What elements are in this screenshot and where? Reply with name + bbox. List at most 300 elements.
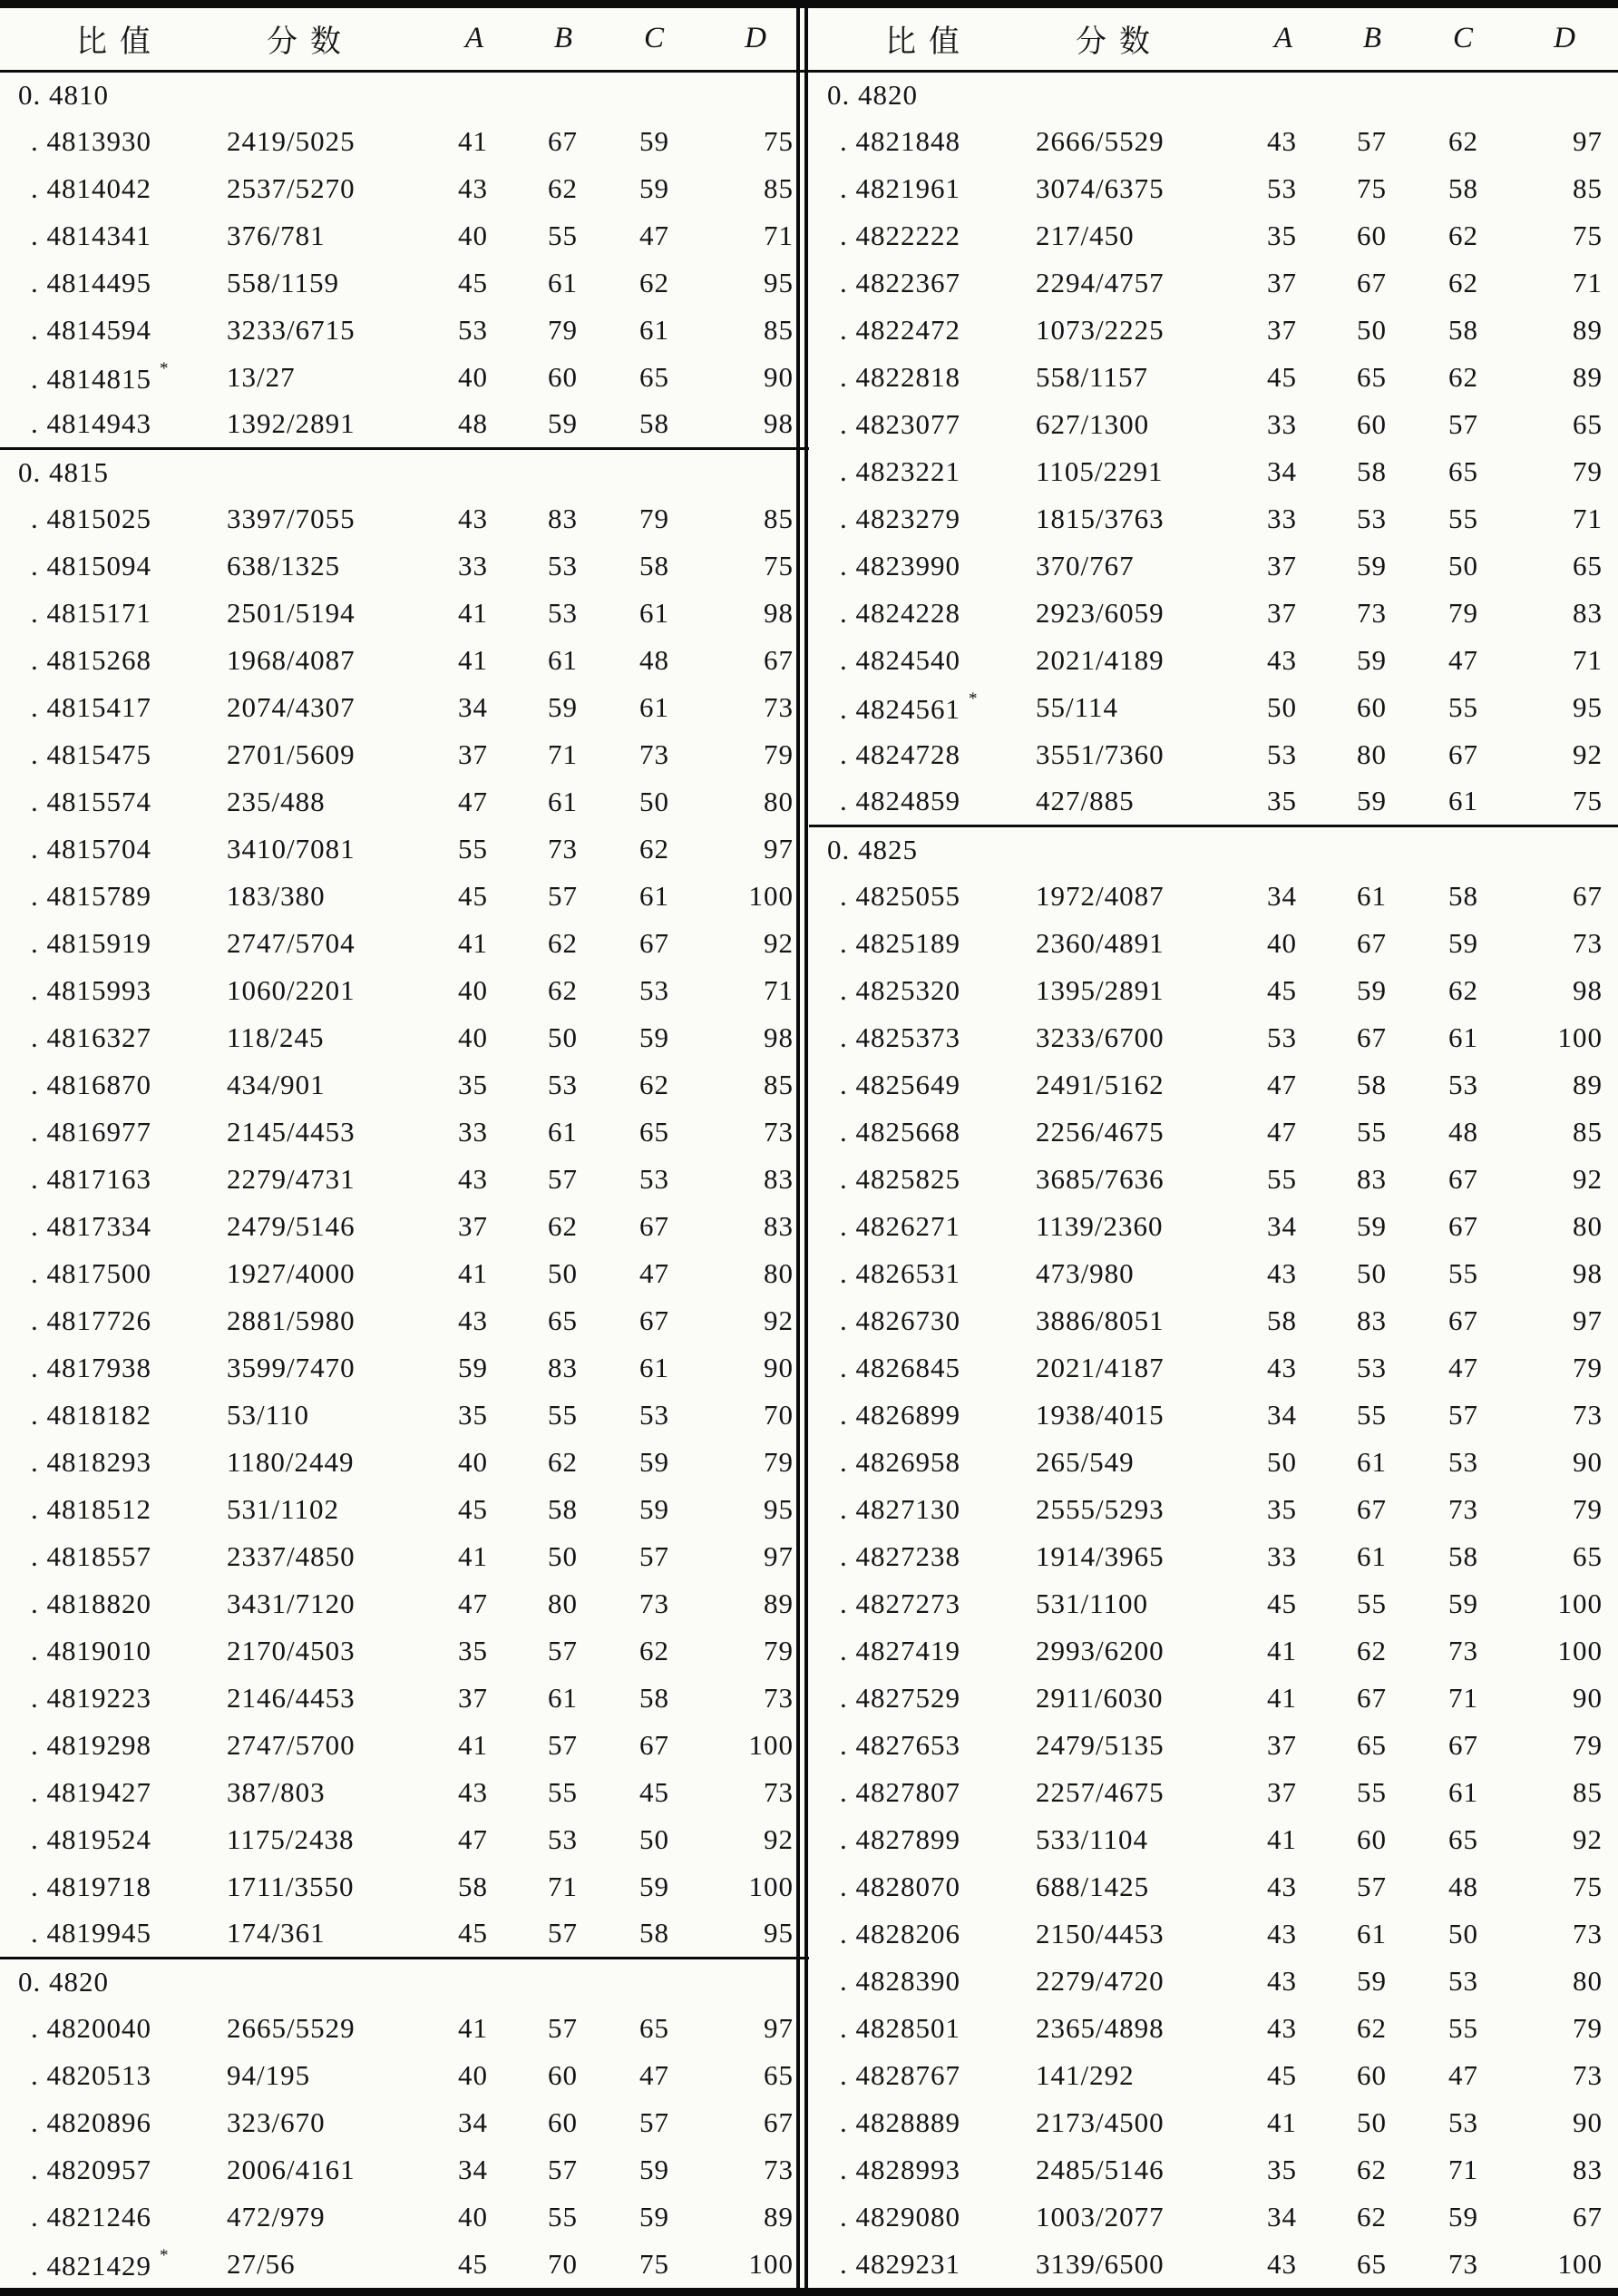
value-c-cell: 62 (639, 267, 669, 298)
table-row (809, 1061, 1618, 1109)
fraction-cell: 2555/5293 (1036, 1493, 1165, 1525)
value-a-cell: 45 (1267, 361, 1297, 393)
fraction-cell: 1968/4087 (227, 644, 356, 676)
table-row (809, 967, 1618, 1014)
table-row (0, 259, 809, 307)
value-a-cell: 37 (1267, 267, 1297, 298)
value-d-cell: 65 (1573, 550, 1603, 581)
ratio-cell: . 4823990 (840, 550, 960, 581)
fraction-cell: 265/549 (1036, 1446, 1135, 1478)
fraction-cell: 3139/6500 (1036, 2248, 1165, 2280)
value-b-cell: 83 (548, 1352, 578, 1383)
value-c-cell: 61 (639, 691, 669, 723)
fraction-cell: 1105/2291 (1036, 455, 1164, 487)
value-c-cell: 59 (639, 2201, 669, 2232)
table-row (809, 1863, 1618, 1910)
fraction-cell: 141/292 (1036, 2059, 1135, 2091)
value-b-cell: 60 (548, 361, 578, 393)
table-row (0, 1627, 809, 1675)
value-a-cell: 41 (458, 644, 488, 676)
value-b-cell: 80 (1357, 738, 1387, 770)
fraction-cell: 94/195 (227, 2059, 311, 2091)
value-a-cell: 53 (1267, 1021, 1297, 1053)
value-d-cell: 71 (764, 974, 794, 1006)
ratio-column-header: 比值 (0, 8, 227, 71)
fraction-cell: 2279/4731 (227, 1163, 356, 1195)
value-d-cell: 67 (764, 2106, 794, 2138)
fraction-cell: 55/114 (1036, 691, 1118, 723)
value-d-cell: 80 (1573, 1210, 1603, 1242)
value-c-cell: 53 (1448, 2106, 1478, 2138)
value-b-cell: 55 (548, 1399, 578, 1431)
value-a-cell: 45 (458, 1917, 488, 1949)
value-d-cell: 98 (764, 1021, 794, 1053)
ratio-cell: . 4828390 (840, 1965, 960, 1997)
table-row (0, 542, 809, 590)
value-a-cell: 34 (1267, 455, 1297, 487)
value-a-cell: 43 (1267, 1257, 1297, 1289)
value-b-cell: 53 (1357, 503, 1387, 534)
value-c-cell: 73 (1448, 1635, 1478, 1666)
table-row (0, 873, 809, 920)
table-row (809, 1250, 1618, 1297)
ratio-cell: . 4815171 (31, 597, 151, 629)
table-row (0, 778, 809, 826)
value-c-cell: 53 (639, 1399, 669, 1431)
value-b-cell: 61 (548, 786, 578, 817)
value-b-cell: 65 (548, 1304, 578, 1336)
fraction-cell: 3431/7120 (227, 1588, 356, 1619)
value-c-cell: 57 (639, 2106, 669, 2138)
value-c-cell: 59 (639, 1446, 669, 1478)
value-c-cell: 67 (1448, 1163, 1478, 1195)
value-b-cell: 62 (1357, 2201, 1387, 2232)
value-a-cell: 37 (1267, 314, 1297, 346)
value-c-cell: 59 (1448, 1588, 1478, 1619)
value-c-cell: 62 (639, 1069, 669, 1100)
value-b-cell: 62 (548, 172, 578, 204)
ratio-cell: . 4825825 (840, 1163, 960, 1195)
value-c-cell: 61 (639, 1352, 669, 1383)
ratio-cell: . 4826531 (840, 1257, 960, 1289)
ratio-cell: . 4823077 (840, 408, 960, 440)
value-a-cell: 43 (458, 1304, 488, 1336)
value-a-cell: 34 (1267, 2201, 1297, 2232)
value-b-cell: 53 (548, 550, 578, 581)
value-c-cell: 67 (1448, 1210, 1478, 1242)
value-a-cell: 40 (458, 361, 488, 393)
value-b-cell: 61 (1357, 1918, 1387, 1949)
value-a-cell: 47 (458, 1823, 488, 1855)
value-d-cell: 97 (1573, 125, 1603, 157)
value-d-cell: 90 (1573, 1446, 1603, 1478)
ratio-cell: . 4814042 (31, 172, 151, 204)
value-c-cell: 58 (639, 550, 669, 581)
value-a-cell: 45 (458, 2248, 488, 2280)
value-c-cell: 47 (639, 1257, 669, 1289)
ratio-cell: . 4814495 (31, 267, 151, 298)
value-c-cell: 55 (1448, 1257, 1478, 1289)
value-b-cell: 65 (1357, 361, 1387, 393)
value-d-cell: 79 (1573, 2012, 1603, 2044)
value-c-cell: 61 (639, 597, 669, 629)
value-b-cell: 83 (1357, 1163, 1387, 1195)
table-row (809, 684, 1618, 731)
ratio-cell: . 4816870 (31, 1069, 151, 1100)
fraction-cell: 3233/6700 (1036, 1021, 1165, 1053)
table-row (0, 2099, 809, 2146)
value-c-cell: 47 (1448, 2059, 1478, 2091)
value-b-cell: 73 (1357, 597, 1387, 629)
value-c-cell: 53 (1448, 1069, 1478, 1100)
value-d-cell: 73 (1573, 1399, 1603, 1431)
value-d-cell: 73 (764, 1682, 794, 1714)
ratio-cell: . 4821848 (840, 125, 960, 157)
value-d-cell: 79 (1573, 455, 1603, 487)
table-row (809, 1675, 1618, 1722)
value-c-cell: 57 (639, 1540, 669, 1572)
ratio-cell: . 4816977 (31, 1116, 151, 1148)
ratio-cell: . 4817163 (31, 1163, 151, 1195)
value-b-cell: 53 (548, 597, 578, 629)
table-row (0, 1910, 809, 1958)
value-a-cell: 37 (1267, 1776, 1297, 1808)
value-b-cell: 59 (548, 691, 578, 723)
fraction-cell: 183/380 (227, 880, 326, 912)
value-d-cell: 97 (764, 2012, 794, 2044)
value-b-cell: 50 (548, 1257, 578, 1289)
table-row (0, 212, 809, 259)
value-c-cell: 53 (639, 1163, 669, 1195)
table-row (809, 920, 1618, 967)
value-b-cell: 57 (548, 1163, 578, 1195)
value-d-cell: 83 (764, 1210, 794, 1242)
value-b-cell: 55 (1357, 1588, 1387, 1619)
fraction-cell: 2881/5980 (227, 1304, 356, 1336)
table-row (0, 495, 809, 542)
value-d-cell: 71 (1573, 644, 1603, 676)
value-c-cell: 59 (639, 1493, 669, 1525)
value-a-cell: 53 (1267, 738, 1297, 770)
value-c-cell: 59 (639, 125, 669, 157)
value-c-cell: 53 (1448, 1965, 1478, 1997)
fraction-cell: 472/979 (227, 2201, 326, 2232)
table-columns (0, 8, 1618, 2288)
table-row (0, 2241, 809, 2288)
value-b-cell: 62 (548, 927, 578, 959)
header-row (809, 8, 1618, 71)
fraction-cell: 2747/5704 (227, 927, 356, 959)
value-a-cell: 58 (458, 1871, 488, 1902)
ratio-cell: . 4823279 (840, 503, 960, 534)
value-c-cell: 62 (639, 1635, 669, 1666)
value-b-cell: 57 (548, 1917, 578, 1949)
fraction-cell: 2537/5270 (227, 172, 356, 204)
value-c-cell: 59 (639, 2154, 669, 2185)
value-c-cell: 67 (1448, 1304, 1478, 1336)
column-d-header: D (1481, 8, 1618, 71)
value-d-cell: 73 (764, 1116, 794, 1148)
value-b-cell: 67 (1357, 1682, 1387, 1714)
fraction-cell: 3410/7081 (227, 833, 356, 865)
value-a-cell: 50 (1267, 1446, 1297, 1478)
table-row (809, 2146, 1618, 2193)
value-b-cell: 60 (1357, 408, 1387, 440)
value-a-cell: 43 (1267, 1965, 1297, 1997)
value-a-cell: 37 (458, 1210, 488, 1242)
table-row (0, 354, 809, 401)
value-b-cell: 62 (1357, 2154, 1387, 2185)
value-c-cell: 50 (1448, 550, 1478, 581)
value-a-cell: 34 (1267, 880, 1297, 912)
table-row (0, 731, 809, 778)
fraction-cell: 1914/3965 (1036, 1540, 1165, 1572)
value-d-cell: 75 (764, 550, 794, 581)
fraction-cell: 118/245 (227, 1021, 325, 1053)
fraction-cell: 3599/7470 (227, 1352, 356, 1383)
table-row (0, 1344, 809, 1392)
value-c-cell: 55 (1448, 2012, 1478, 2044)
table-row (809, 1816, 1618, 1863)
value-d-cell: 100 (1557, 2248, 1603, 2280)
table-row (809, 307, 1618, 354)
value-c-cell: 58 (1448, 1540, 1478, 1572)
value-a-cell: 43 (1267, 644, 1297, 676)
value-d-cell: 65 (1573, 408, 1603, 440)
fraction-cell: 3074/6375 (1036, 172, 1165, 204)
value-c-cell: 58 (1448, 880, 1478, 912)
ratio-cell: . 4829231 (840, 2248, 960, 2280)
section-label: 0. 4820 (809, 71, 1618, 118)
value-b-cell: 61 (1357, 880, 1387, 912)
value-c-cell: 57 (1448, 1399, 1478, 1431)
value-d-cell: 97 (764, 833, 794, 865)
value-a-cell: 55 (1267, 1163, 1297, 1195)
value-a-cell: 59 (458, 1352, 488, 1383)
table-row (809, 2193, 1618, 2241)
ratio-cell: . 4818293 (31, 1446, 151, 1478)
value-b-cell: 71 (548, 738, 578, 770)
value-d-cell: 100 (1557, 1021, 1603, 1053)
table-row (0, 2005, 809, 2052)
value-b-cell: 55 (1357, 1116, 1387, 1148)
value-d-cell: 85 (764, 314, 794, 346)
value-c-cell: 45 (639, 1776, 669, 1808)
value-b-cell: 57 (548, 2154, 578, 2185)
value-b-cell: 55 (1357, 1776, 1387, 1808)
table-row (0, 1580, 809, 1627)
table-row (809, 1627, 1618, 1675)
fraction-cell: 376/781 (227, 220, 326, 251)
value-a-cell: 43 (458, 503, 488, 534)
value-d-cell: 89 (1573, 1069, 1603, 1100)
ratio-cell: . 4828767 (840, 2059, 960, 2091)
value-a-cell: 40 (458, 220, 488, 251)
table-row (0, 1109, 809, 1156)
fraction-cell: 558/1159 (227, 267, 339, 298)
value-a-cell: 43 (1267, 1918, 1297, 1949)
value-b-cell: 59 (1357, 1965, 1387, 1997)
value-d-cell: 90 (764, 361, 794, 393)
fraction-cell: 2021/4187 (1036, 1352, 1165, 1383)
header-row (0, 8, 809, 71)
ratio-cell: . 4815094 (31, 550, 151, 581)
value-a-cell: 35 (458, 1399, 488, 1431)
value-c-cell: 65 (639, 1116, 669, 1148)
value-a-cell: 47 (458, 786, 488, 817)
value-d-cell: 79 (1573, 1729, 1603, 1761)
table-row (809, 1014, 1618, 1061)
fraction-cell: 533/1104 (1036, 1823, 1148, 1855)
fraction-cell: 2173/4500 (1036, 2106, 1165, 2138)
value-d-cell: 85 (764, 1069, 794, 1100)
value-d-cell: 92 (764, 1304, 794, 1336)
table-row (0, 1061, 809, 1109)
fraction-cell: 1175/2438 (227, 1823, 355, 1855)
value-b-cell: 67 (1357, 927, 1387, 959)
ratio-cell: . 4827238 (840, 1540, 960, 1572)
ratio-cell: . 4825189 (840, 927, 960, 959)
ratio-cell: . 4823221 (840, 455, 960, 487)
table-row (809, 1958, 1618, 2005)
value-d-cell: 100 (748, 1871, 794, 1902)
value-a-cell: 45 (1267, 974, 1297, 1006)
value-b-cell: 58 (548, 1493, 578, 1525)
value-d-cell: 67 (1573, 880, 1603, 912)
value-b-cell: 60 (1357, 220, 1387, 251)
value-d-cell: 80 (764, 786, 794, 817)
table-row (0, 637, 809, 684)
value-a-cell: 34 (458, 691, 488, 723)
table-row (809, 590, 1618, 637)
ratio-cell: . 4813930 (31, 125, 151, 157)
fraction-cell: 2701/5609 (227, 738, 356, 770)
section-row (0, 1958, 809, 2005)
value-b-cell: 67 (1357, 1493, 1387, 1525)
value-b-cell: 62 (1357, 2012, 1387, 2044)
value-a-cell: 43 (1267, 2012, 1297, 2044)
value-c-cell: 62 (1448, 267, 1478, 298)
value-a-cell: 33 (1267, 1540, 1297, 1572)
value-b-cell: 59 (1357, 644, 1387, 676)
value-d-cell: 97 (1573, 1304, 1603, 1336)
fraction-cell: 13/27 (227, 361, 296, 393)
table-row (809, 1203, 1618, 1250)
value-c-cell: 48 (639, 644, 669, 676)
section-row (809, 826, 1618, 873)
ratio-cell: . 4819010 (31, 1635, 151, 1666)
value-b-cell: 58 (1357, 1069, 1387, 1100)
value-d-cell: 65 (764, 2059, 794, 2091)
fraction-cell: 323/670 (227, 2106, 326, 2138)
value-d-cell: 100 (748, 880, 794, 912)
fraction-cell: 235/488 (227, 786, 326, 817)
value-c-cell: 61 (1448, 1021, 1478, 1053)
value-d-cell: 95 (764, 1493, 794, 1525)
ratio-cell: . 4815417 (31, 691, 151, 723)
table-header-right (809, 8, 1618, 71)
fraction-cell: 1395/2891 (1036, 974, 1165, 1006)
table-row (0, 1863, 809, 1910)
table-row (0, 1297, 809, 1344)
value-a-cell: 33 (1267, 503, 1297, 534)
ratio-cell: . 4819298 (31, 1729, 151, 1761)
value-d-cell: 100 (1557, 1588, 1603, 1619)
value-c-cell: 59 (639, 1021, 669, 1053)
value-a-cell: 43 (458, 1776, 488, 1808)
ratio-cell: . 4818182 (31, 1399, 151, 1431)
value-a-cell: 43 (1267, 1871, 1297, 1902)
value-b-cell: 61 (548, 1682, 578, 1714)
table-row (0, 165, 809, 212)
table-row (809, 118, 1618, 165)
value-c-cell: 53 (639, 974, 669, 1006)
value-b-cell: 61 (1357, 1446, 1387, 1478)
table-row (0, 826, 809, 873)
value-a-cell: 47 (1267, 1116, 1297, 1148)
value-a-cell: 45 (458, 880, 488, 912)
ratio-cell: . 4828206 (840, 1918, 960, 1949)
value-d-cell: 100 (748, 1729, 794, 1761)
value-a-cell: 45 (458, 267, 488, 298)
value-d-cell: 92 (1573, 1163, 1603, 1195)
value-b-cell: 67 (1357, 1021, 1387, 1053)
value-b-cell: 57 (548, 880, 578, 912)
table-row (809, 1533, 1618, 1580)
table-row (809, 1109, 1618, 1156)
fraction-cell: 427/885 (1036, 785, 1135, 817)
value-b-cell: 53 (548, 1069, 578, 1100)
value-d-cell: 71 (1573, 503, 1603, 534)
ratio-cell: . 4824561 * (840, 689, 978, 725)
value-b-cell: 60 (548, 2106, 578, 2138)
value-c-cell: 58 (1448, 172, 1478, 204)
value-b-cell: 60 (1357, 2059, 1387, 2091)
value-b-cell: 59 (548, 407, 578, 440)
value-d-cell: 70 (764, 1399, 794, 1431)
value-b-cell: 59 (1357, 1210, 1387, 1242)
table-row (0, 1769, 809, 1816)
ratio-cell: . 4819945 (31, 1917, 151, 1949)
value-c-cell: 59 (639, 1871, 669, 1902)
value-a-cell: 48 (458, 407, 488, 440)
value-c-cell: 67 (639, 1729, 669, 1761)
value-c-cell: 50 (639, 1823, 669, 1855)
ratio-cell: . 4815993 (31, 974, 151, 1006)
fraction-cell: 558/1157 (1036, 361, 1148, 393)
table-row (809, 873, 1618, 920)
value-b-cell: 50 (1357, 314, 1387, 346)
value-b-cell: 61 (1357, 1540, 1387, 1572)
fraction-cell: 2145/4453 (227, 1116, 356, 1148)
fraction-cell: 434/901 (227, 1069, 326, 1100)
value-c-cell: 50 (1448, 1918, 1478, 1949)
table-row (809, 1722, 1618, 1769)
value-b-cell: 62 (548, 1446, 578, 1478)
value-c-cell: 62 (1448, 361, 1478, 393)
value-d-cell: 67 (764, 644, 794, 676)
value-a-cell: 35 (1267, 2154, 1297, 2185)
value-c-cell: 50 (639, 786, 669, 817)
value-d-cell: 85 (1573, 1116, 1603, 1148)
value-a-cell: 43 (1267, 125, 1297, 157)
value-a-cell: 37 (1267, 1729, 1297, 1761)
fraction-cell: 2021/4189 (1036, 644, 1165, 676)
table-row (0, 1014, 809, 1061)
value-a-cell: 40 (1267, 927, 1297, 959)
value-d-cell: 90 (764, 1352, 794, 1383)
table-body-left (0, 71, 809, 2288)
